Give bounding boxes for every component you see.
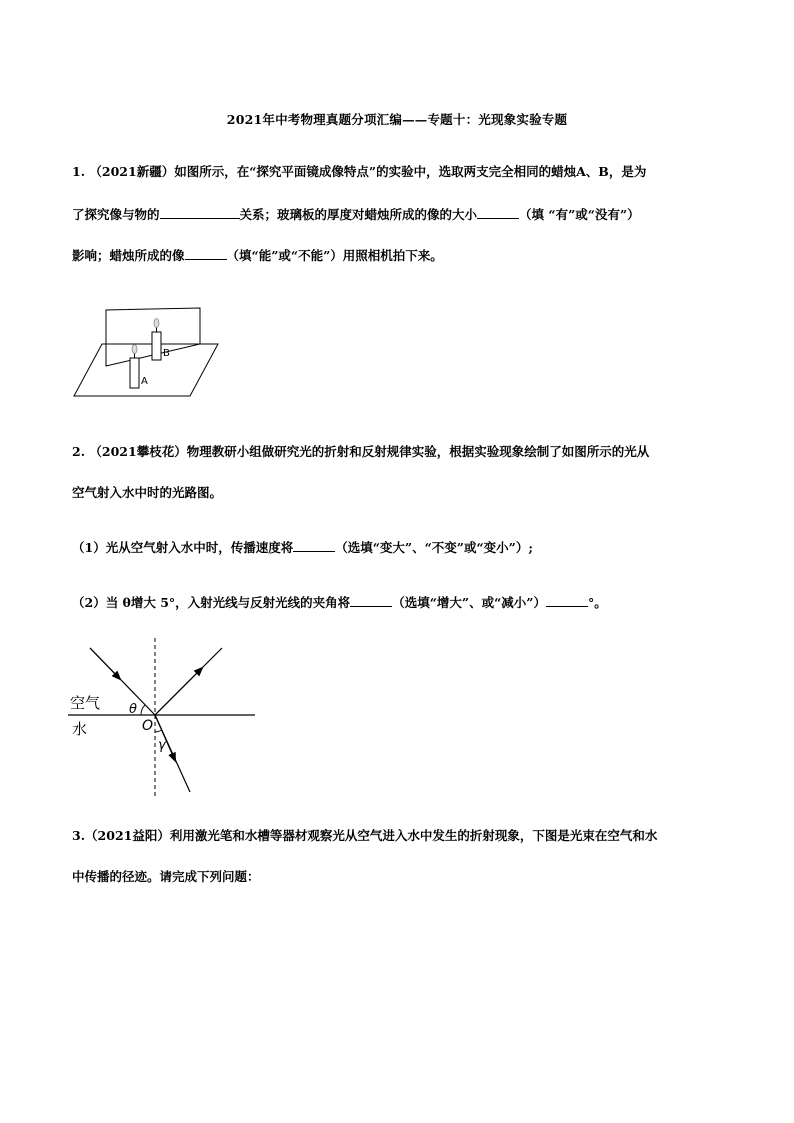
flame-a-icon bbox=[132, 345, 137, 354]
q1-line2-c: （填 “有”或“没有”） bbox=[519, 207, 640, 222]
theta-arc bbox=[141, 705, 145, 715]
incident-arrow-icon bbox=[90, 648, 118, 677]
q2-line1: 2. （2021攀枝花）物理教研小组做研究光的折射和反射规律实验，根据实验现象绘制了如图所示的光从 bbox=[72, 444, 650, 459]
q1-line2-a: 了探究像与物的 bbox=[72, 207, 160, 222]
candle-a-label: A bbox=[141, 376, 148, 387]
q3-line1: 3.（2021益阳）利用激光笔和水槽等器材观察光从空气进入水中发生的折射现象，下图是光束在空气和水 bbox=[72, 828, 658, 843]
flame-b-icon bbox=[154, 319, 159, 328]
mirror-experiment-figure bbox=[70, 296, 230, 408]
q2-sub1-b: （选填“变大”、“不变”或“变小”）; bbox=[335, 540, 533, 555]
q2-sub1 bbox=[72, 539, 722, 556]
theta-label: θ bbox=[129, 702, 137, 717]
mirror-experiment-diagram bbox=[70, 296, 230, 408]
table-plane bbox=[74, 344, 218, 396]
q1-line3-a: 影响；蜡烛所成的像 bbox=[72, 248, 185, 263]
light-path-figure bbox=[60, 636, 270, 798]
q2-sub2-c: °。 bbox=[587, 595, 607, 610]
light-path-diagram bbox=[60, 636, 270, 798]
page-title: 2021年中考物理真题分项汇编——专题十：光现象实验专题 bbox=[226, 112, 568, 127]
q1-line3 bbox=[72, 247, 722, 264]
q1-blank-3[interactable] bbox=[185, 247, 227, 260]
q2-sub2-a: （2）当 θ增大 5°，入射光线与反射光线的夹角将 bbox=[72, 595, 351, 610]
q1-line1: 1. （2021新疆）如图所示，在“探究平面镜成像特点”的实验中，选取两支完全相同的蜡烛A、B，是为 bbox=[72, 164, 647, 179]
q2-blank-1[interactable] bbox=[293, 539, 335, 552]
q2-blank-3[interactable] bbox=[546, 594, 588, 607]
q3-line2: 中传播的径迹。请完成下列问题： bbox=[72, 869, 260, 884]
q1-blank-1[interactable] bbox=[160, 206, 240, 219]
q1-line2-b: 关系；玻璃板的厚度对蜡烛所成的像的大小 bbox=[239, 207, 478, 222]
q2-blank-2[interactable] bbox=[350, 594, 392, 607]
reflected-arrow-icon bbox=[155, 670, 200, 715]
q1-line2 bbox=[72, 206, 722, 223]
candle-a bbox=[130, 358, 139, 388]
gamma-arc bbox=[155, 730, 162, 732]
origin-label: O bbox=[142, 718, 154, 734]
q1-blank-2[interactable] bbox=[477, 206, 519, 219]
q2-sub1-a: （1）光从空气射入水中时，传播速度将 bbox=[72, 540, 294, 555]
q2-sub2-b: （选填“增大”、或“减小”） bbox=[392, 595, 546, 610]
candle-b bbox=[152, 332, 161, 360]
gamma-label: γ bbox=[158, 738, 166, 753]
q2-sub2 bbox=[72, 594, 722, 611]
water-label: 水 bbox=[72, 720, 88, 738]
q2-line2: 空气射入水中时的光路图。 bbox=[72, 485, 223, 500]
candle-b-label: B bbox=[163, 348, 170, 359]
air-label: 空气 bbox=[70, 694, 101, 712]
q1-line3-b: （填“能”或“不能”）用照相机拍下来。 bbox=[226, 248, 443, 263]
